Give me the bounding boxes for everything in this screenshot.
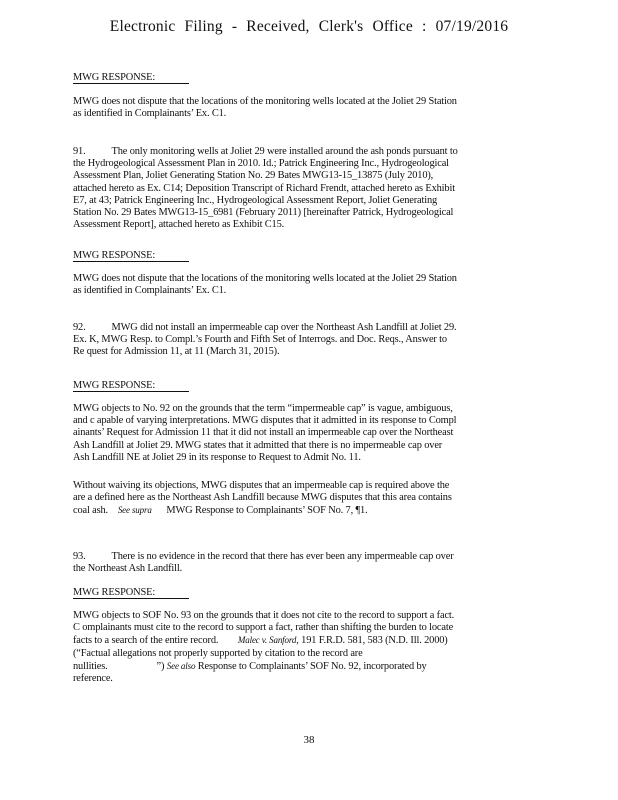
fact-paragraph-91 <box>73 146 458 231</box>
fact-text: There is no evidence in the record that there has ever been any impermeable cap over the Northeast Ash Landfill. <box>73 551 454 575</box>
fact-paragraph-92 <box>73 322 458 359</box>
see-supra-signal: See supra <box>117 505 152 516</box>
page-number: 38 <box>303 734 315 746</box>
response-text: , 191 F.R.D. 581, 583 (N.D. Ill. 2000) (“Factual allegations not properly supported by citation to the record are nullities. <box>73 635 448 672</box>
response-paragraph: MWG objects to No. 92 on the grounds that the term “impermeable cap” is vague, ambiguous, and c apable of varying interpretations. MWG disputes that it admitted in its response to Compl ainants’ Request for Admission 11 that it did not install an impermeable cap over the Northeast Ash Landfill at Joliet 29. MWG states that it admitted that there is no impermeable cap over Ash Landfill NE at Joliet 29 in its response to Request to Admit No. 11. <box>73 403 457 463</box>
fact-number: 92. <box>73 322 86 333</box>
fact-number: 93. <box>73 551 86 562</box>
response-text: MWG objects to SOF No. 93 on the grounds that it does not cite to the record to support a fact. C omplainants must cite to the record to support a fact, rather than shifting the burden to locate facts to a search of the entire record. <box>73 610 455 647</box>
response-label: MWG RESPONSE: <box>73 72 189 84</box>
fact-text: MWG did not install an impermeable cap over the Northeast Ash Landfill at Joliet 29. Ex. K, MWG Resp. to Compl.’s Fourth and Fifth Set of Interrogs. and Doc. Reqs., Answer to Re quest for Admission 11, at 11 (March 31, 2015). <box>73 322 457 358</box>
response-paragraph: MWG does not dispute that the locations of the monitoring wells located at the Joliet 29 Station as identified in Complainants’ Ex. C1. <box>73 96 457 120</box>
filing-stamp-header: Electronic Filing - Received, Clerk's Office : 07/19/2016 <box>109 18 509 35</box>
response-paragraph-continued <box>73 480 458 518</box>
quote-end: ”) <box>156 660 165 672</box>
response-paragraph <box>73 610 458 685</box>
response-label: MWG RESPONSE: <box>73 250 189 262</box>
response-text: Response to Complainants’ SOF No. 92, incorporated by reference. <box>73 660 427 685</box>
response-text: Without waiving its objections, MWG disputes that an impermeable cap is required above the are a defined here as the Northeast Ash Landfill because MWG disputes that this area contains coal ash. <box>73 480 452 517</box>
see-also-signal: See also <box>166 660 196 671</box>
fact-paragraph-93 <box>73 551 458 575</box>
fact-text: The only monitoring wells at Joliet 29 were installed around the ash ponds pursuant to the Hydrogeological Assessment Plan in 2010. Id.; Patrick Engineering Inc., Hydrogeological Assessment Plan, Joliet Generating Station No. 29 Bates MWG13-15_13875 (July 2010), attached hereto as Ex. C14; Deposition Transcript of Richard Frendt, attached hereto as Exhibit E7, at 43; Patrick Engineering Inc., Hydrogeological Assessment Report, Joliet Generating Station No. 29 Bates MWG13-15_6981 (February 2011) [hereinafter Patrick, Hydrogeological Assessment Report], attached hereto as Exhibit C15. <box>73 146 458 231</box>
response-label: MWG RESPONSE: <box>73 587 189 599</box>
fact-number: 91. <box>73 146 86 157</box>
response-label: MWG RESPONSE: <box>73 380 189 392</box>
response-text: MWG Response to Complainants’ SOF No. 7, ¶1. <box>166 505 368 517</box>
case-citation-name: Malec v. Sanford <box>237 635 297 646</box>
response-paragraph: MWG does not dispute that the locations of the monitoring wells located at the Joliet 29 Station as identified in Complainants’ Ex. C1. <box>73 273 457 297</box>
